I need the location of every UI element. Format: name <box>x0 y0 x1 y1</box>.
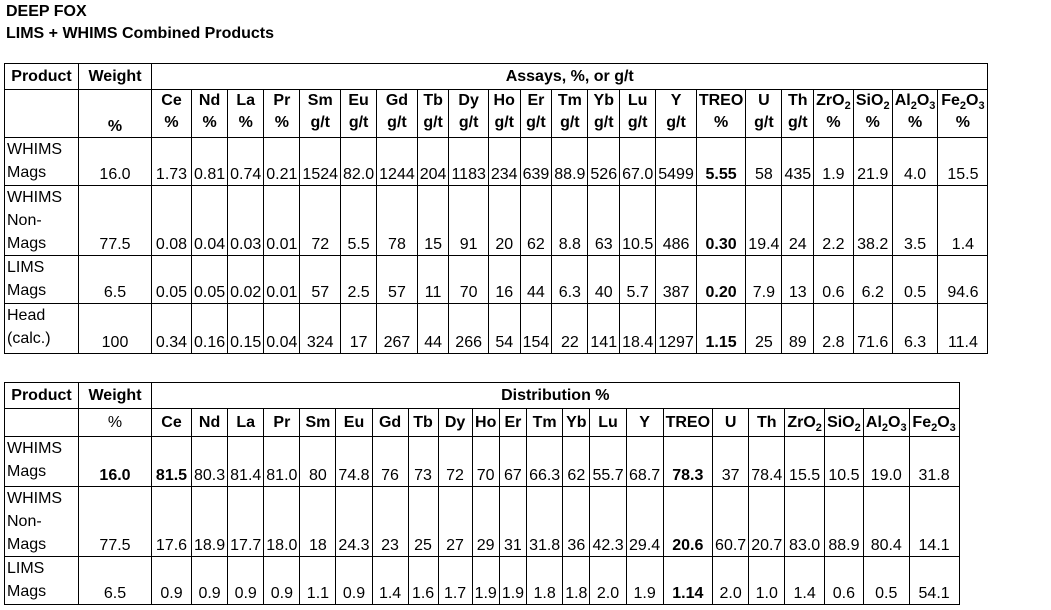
dist-weight-cell: 6.5 <box>79 557 152 605</box>
dist-product-cell: WHIMS Mags <box>5 437 79 487</box>
table-row <box>5 256 988 304</box>
dist-value-cell: 73 <box>408 437 438 487</box>
assays-col-element: Tm <box>557 92 582 109</box>
assays-col-element: Ho <box>493 92 515 109</box>
assays-col-header-la <box>228 90 264 138</box>
dist-col-header-u: U <box>713 409 749 437</box>
assays-weight-cell: 16.0 <box>79 138 152 186</box>
assays-value-cell: 58 <box>746 138 782 186</box>
dist-value-cell: 66.3 <box>527 437 563 487</box>
dist-value-cell: 1.0 <box>749 557 785 605</box>
assays-col-unit: g/t <box>560 114 580 131</box>
dist-value-cell: 74.8 <box>336 437 372 487</box>
dist-value-cell: 54.1 <box>909 557 959 605</box>
dist-value-cell: 17.7 <box>228 487 264 557</box>
dist-value-cell: 0.6 <box>824 557 863 605</box>
assays-weight-cell: 100 <box>79 304 152 354</box>
assays-col-element: Pr <box>273 92 291 109</box>
dist-value-cell: 19.0 <box>863 437 909 487</box>
assays-col-header-eu <box>341 90 377 138</box>
assays-col-unit: g/t <box>754 114 774 131</box>
assays-col-unit: g/t <box>627 114 648 131</box>
assays-col-element: Eu <box>348 92 369 109</box>
dist-value-cell: 18.0 <box>264 487 300 557</box>
assays-product-cell: Head (calc.) <box>5 304 79 354</box>
dist-value-cell: 18 <box>300 487 336 557</box>
assays-value-cell: 67.0 <box>620 138 656 186</box>
assays-value-cell: 141 <box>588 304 620 354</box>
assays-value-cell: 17 <box>341 304 377 354</box>
assays-value-cell: 20 <box>488 186 520 256</box>
dist-value-cell: 83.0 <box>785 487 825 557</box>
dist-value-cell: 10.5 <box>824 437 863 487</box>
assays-value-cell: 0.34 <box>152 304 192 354</box>
dist-value-cell: 37 <box>713 437 749 487</box>
assays-value-cell: 154 <box>520 304 552 354</box>
dist-col-header-ho: Ho <box>472 409 499 437</box>
assays-col-header-gd <box>377 90 418 138</box>
assays-value-cell: 0.05 <box>192 256 228 304</box>
dist-value-cell: 15.5 <box>785 437 825 487</box>
assays-value-cell: 0.81 <box>192 138 228 186</box>
assays-value-cell: 6.3 <box>552 256 588 304</box>
assays-col-element: Yb <box>593 92 614 109</box>
dist-weight-cell: 16.0 <box>79 437 152 487</box>
assays-col-unit: % <box>865 114 880 131</box>
assays-value-cell: 8.8 <box>552 186 588 256</box>
dist-value-cell: 1.7 <box>438 557 472 605</box>
dist-value-cell: 0.5 <box>863 557 909 605</box>
assays-col-header-tb <box>417 90 449 138</box>
assays-col-header-nd <box>192 90 228 138</box>
dist-value-cell: 31.8 <box>909 437 959 487</box>
assays-col-unit: % <box>713 114 729 131</box>
assays-col-header-th <box>782 90 814 138</box>
assays-value-cell: 0.21 <box>264 138 300 186</box>
assays-weight-header: Weight <box>79 64 152 90</box>
dist-weight-unit: % <box>79 409 152 437</box>
assays-value-cell: 0.02 <box>228 256 264 304</box>
assays-value-cell: 6.3 <box>892 304 938 354</box>
dist-value-cell: 67 <box>499 437 526 487</box>
dist-weight-cell: 77.5 <box>79 487 152 557</box>
dist-product-blank <box>5 409 79 437</box>
assays-value-cell: 0.20 <box>696 256 745 304</box>
assays-value-cell: 6.2 <box>853 256 892 304</box>
assays-value-cell: 1.73 <box>152 138 192 186</box>
dist-value-cell: 68.7 <box>626 437 663 487</box>
assays-value-cell: 82.0 <box>341 138 377 186</box>
dist-value-cell: 81.5 <box>152 437 192 487</box>
assays-value-cell: 44 <box>520 256 552 304</box>
dist-value-cell: 17.6 <box>152 487 192 557</box>
assays-value-cell: 5.7 <box>620 256 656 304</box>
assays-value-cell: 44 <box>417 304 449 354</box>
assays-col-header-al2o3 <box>892 90 938 138</box>
assays-product-cell: WHIMS Mags <box>5 138 79 186</box>
dist-value-cell: 24.3 <box>336 487 372 557</box>
dist-col-header-pr: Pr <box>264 409 300 437</box>
assays-value-cell: 0.05 <box>152 256 192 304</box>
assays-col-header-zro2 <box>814 90 854 138</box>
assays-col-header-lu <box>620 90 656 138</box>
assays-value-cell: 324 <box>300 304 341 354</box>
assays-value-cell: 0.74 <box>228 138 264 186</box>
assays-col-header-tm <box>552 90 588 138</box>
assays-col-element: SiO$_2$ <box>855 92 890 113</box>
dist-value-cell: 1.14 <box>663 557 712 605</box>
assays-value-cell: 5499 <box>656 138 697 186</box>
dist-value-cell: 1.4 <box>785 557 825 605</box>
assays-value-cell: 0.01 <box>264 186 300 256</box>
assays-value-cell: 22 <box>552 304 588 354</box>
assays-value-cell: 40 <box>588 256 620 304</box>
dist-value-cell: 1.8 <box>527 557 563 605</box>
dist-value-cell: 20.6 <box>663 487 712 557</box>
dist-value-cell: 70 <box>472 437 499 487</box>
assays-col-unit: g/t <box>788 114 808 131</box>
assays-table <box>4 63 988 354</box>
dist-col-header-al2o3: $Al_2O_3$ <box>863 409 909 437</box>
assays-value-cell: 18.4 <box>620 304 656 354</box>
assays-col-element: Lu <box>627 92 648 109</box>
assays-weight-cell: 77.5 <box>79 186 152 256</box>
assays-value-cell: 24 <box>782 186 814 256</box>
assays-col-header-pr <box>264 90 300 138</box>
dist-col-header-treo: TREO <box>663 409 712 437</box>
table-row <box>5 557 960 605</box>
assays-col-header-sio2 <box>853 90 892 138</box>
assays-value-cell: 15 <box>417 186 449 256</box>
dist-value-cell: 0.9 <box>336 557 372 605</box>
assays-value-cell: 89 <box>782 304 814 354</box>
assays-value-cell: 0.5 <box>892 256 938 304</box>
dist-value-cell: 18.9 <box>192 487 228 557</box>
assays-weight-unit: % <box>79 90 152 138</box>
dist-product-cell: LIMS Mags <box>5 557 79 605</box>
dist-value-cell: 14.1 <box>909 487 959 557</box>
dist-value-cell: 72 <box>438 437 472 487</box>
assays-col-unit: g/t <box>526 114 546 131</box>
assays-col-header-sm <box>300 90 341 138</box>
dist-value-cell: 29 <box>472 487 499 557</box>
assays-value-cell: 1524 <box>300 138 341 186</box>
assays-value-cell: 2.5 <box>341 256 377 304</box>
dist-col-header-tm: Tm <box>527 409 563 437</box>
assays-value-cell: 71.6 <box>853 304 892 354</box>
assays-value-cell: 1.4 <box>938 186 988 256</box>
assays-col-unit: g/t <box>423 114 443 131</box>
dist-value-cell: 81.4 <box>228 437 264 487</box>
dist-value-cell: 1.6 <box>408 557 438 605</box>
table-row <box>5 138 988 186</box>
dist-col-header-lu: Lu <box>590 409 626 437</box>
assays-col-element: $Al_2O_3$ <box>894 92 936 113</box>
assays-value-cell: 0.04 <box>192 186 228 256</box>
dist-value-cell: 78.4 <box>749 437 785 487</box>
dist-value-cell: 42.3 <box>590 487 626 557</box>
assays-product-header: Product <box>5 64 79 90</box>
assays-value-cell: 21.9 <box>853 138 892 186</box>
dist-value-cell: 1.9 <box>472 557 499 605</box>
assays-col-element: Ce <box>161 92 182 109</box>
assays-col-header-dy <box>449 90 488 138</box>
assays-weight-cell: 6.5 <box>79 256 152 304</box>
assays-value-cell: 25 <box>746 304 782 354</box>
assays-value-cell: 266 <box>449 304 488 354</box>
assays-col-unit: % <box>238 114 253 131</box>
assays-value-cell: 57 <box>300 256 341 304</box>
dist-value-cell: 2.0 <box>590 557 626 605</box>
assays-value-cell: 4.0 <box>892 138 938 186</box>
assays-col-element: TREO <box>698 92 744 109</box>
dist-col-header-fe2o3: $Fe_2O_3$ <box>909 409 959 437</box>
assays-col-unit: g/t <box>310 114 330 131</box>
assays-col-unit: g/t <box>494 114 514 131</box>
assays-value-cell: 0.04 <box>264 304 300 354</box>
table-row <box>5 186 988 256</box>
dist-value-cell: 0.9 <box>264 557 300 605</box>
assays-value-cell: 0.03 <box>228 186 264 256</box>
assays-value-cell: 5.5 <box>341 186 377 256</box>
dist-value-cell: 2.0 <box>713 557 749 605</box>
assays-col-element: Gd <box>385 92 409 109</box>
assays-value-cell: 54 <box>488 304 520 354</box>
assays-value-cell: 1183 <box>449 138 488 186</box>
dist-group-header: Distribution % <box>152 383 960 409</box>
assays-col-unit: g/t <box>387 114 407 131</box>
assays-col-unit: % <box>907 114 923 131</box>
assays-group-header: Assays, %, or g/t <box>152 64 988 90</box>
document-title: DEEP FOX <box>6 3 87 20</box>
assays-col-element: Sm <box>307 92 333 109</box>
dist-value-cell: 81.0 <box>264 437 300 487</box>
assays-value-cell: 94.6 <box>938 256 988 304</box>
dist-value-cell: 27 <box>438 487 472 557</box>
assays-value-cell: 5.55 <box>696 138 745 186</box>
assays-col-header-fe2o3 <box>938 90 988 138</box>
assays-col-element: Y <box>670 92 682 109</box>
dist-value-cell: 60.7 <box>713 487 749 557</box>
assays-value-cell: 7.9 <box>746 256 782 304</box>
assays-col-element: Nd <box>198 92 221 109</box>
document-subtitle: LIMS + WHIMS Combined Products <box>6 25 275 42</box>
assays-value-cell: 15.5 <box>938 138 988 186</box>
assays-col-header-treo <box>696 90 745 138</box>
dist-value-cell: 88.9 <box>824 487 863 557</box>
dist-col-header-y: Y <box>626 409 663 437</box>
dist-value-cell: 55.7 <box>590 437 626 487</box>
assays-value-cell: 486 <box>656 186 697 256</box>
dist-value-cell: 62 <box>563 437 590 487</box>
assays-col-element: Th <box>788 92 808 109</box>
assays-value-cell: 63 <box>588 186 620 256</box>
assays-col-element: Er <box>527 92 545 109</box>
dist-value-cell: 0.9 <box>192 557 228 605</box>
dist-value-cell: 1.4 <box>372 557 408 605</box>
dist-col-header-gd: Gd <box>372 409 408 437</box>
assays-value-cell: 91 <box>449 186 488 256</box>
assays-col-unit: % <box>202 114 217 131</box>
dist-col-header-er: Er <box>499 409 526 437</box>
dist-col-header-sm: Sm <box>300 409 336 437</box>
dist-value-cell: 1.9 <box>499 557 526 605</box>
table-row <box>5 437 960 487</box>
assays-col-element: ZrO$_2$ <box>816 92 851 113</box>
dist-value-cell: 1.1 <box>300 557 336 605</box>
dist-col-header-zro2: ZrO$_2$ <box>785 409 825 437</box>
assays-value-cell: 0.08 <box>152 186 192 256</box>
dist-value-cell: 20.7 <box>749 487 785 557</box>
assays-col-unit: % <box>826 114 841 131</box>
dist-value-cell: 76 <box>372 437 408 487</box>
assays-value-cell: 2.2 <box>814 186 854 256</box>
assays-value-cell: 57 <box>377 256 418 304</box>
dist-col-header-la: La <box>228 409 264 437</box>
assays-value-cell: 526 <box>588 138 620 186</box>
assays-col-header-ce <box>152 90 192 138</box>
dist-value-cell: 80 <box>300 437 336 487</box>
assays-value-cell: 1.15 <box>696 304 745 354</box>
dist-value-cell: 36 <box>563 487 590 557</box>
assays-col-unit: % <box>955 114 971 131</box>
assays-col-header-y <box>656 90 697 138</box>
assays-value-cell: 1297 <box>656 304 697 354</box>
assays-value-cell: 387 <box>656 256 697 304</box>
dist-value-cell: 31.8 <box>527 487 563 557</box>
assays-col-element: Dy <box>458 92 479 109</box>
assays-value-cell: 0.16 <box>192 304 228 354</box>
dist-value-cell: 0.9 <box>228 557 264 605</box>
assays-col-unit: g/t <box>666 114 686 131</box>
assays-col-element: U <box>758 92 770 109</box>
assays-col-element: Tb <box>423 92 443 109</box>
dist-product-header: Product <box>5 383 79 409</box>
dist-col-header-dy: Dy <box>438 409 472 437</box>
assays-product-cell: LIMS Mags <box>5 256 79 304</box>
assays-value-cell: 78 <box>377 186 418 256</box>
assays-value-cell: 13 <box>782 256 814 304</box>
assays-value-cell: 16 <box>488 256 520 304</box>
assays-product-cell: WHIMS Non-Mags <box>5 186 79 256</box>
assays-value-cell: 0.15 <box>228 304 264 354</box>
dist-col-header-sio2: SiO$_2$ <box>824 409 863 437</box>
dist-col-header-yb: Yb <box>563 409 590 437</box>
dist-value-cell: 23 <box>372 487 408 557</box>
assays-value-cell: 204 <box>417 138 449 186</box>
assays-value-cell: 267 <box>377 304 418 354</box>
assays-value-cell: 88.9 <box>552 138 588 186</box>
assays-col-unit: % <box>164 114 179 131</box>
assays-value-cell: 1244 <box>377 138 418 186</box>
dist-value-cell: 0.9 <box>152 557 192 605</box>
dist-col-header-ce: Ce <box>152 409 192 437</box>
assays-value-cell: 639 <box>520 138 552 186</box>
dist-value-cell: 1.8 <box>563 557 590 605</box>
assays-value-cell: 0.01 <box>264 256 300 304</box>
dist-value-cell: 31 <box>499 487 526 557</box>
dist-col-header-nd: Nd <box>192 409 228 437</box>
assays-col-header-er <box>520 90 552 138</box>
assays-value-cell: 72 <box>300 186 341 256</box>
assays-col-unit: g/t <box>348 114 369 131</box>
assays-value-cell: 70 <box>449 256 488 304</box>
assays-value-cell: 38.2 <box>853 186 892 256</box>
dist-product-cell: WHIMS Non-Mags <box>5 487 79 557</box>
assays-value-cell: 19.4 <box>746 186 782 256</box>
assays-col-header-yb <box>588 90 620 138</box>
dist-col-header-tb: Tb <box>408 409 438 437</box>
assays-col-element: La <box>236 92 256 109</box>
assays-value-cell: 1.9 <box>814 138 854 186</box>
dist-weight-header: Weight <box>79 383 152 409</box>
assays-col-unit: g/t <box>593 114 614 131</box>
dist-value-cell: 78.3 <box>663 437 712 487</box>
assays-value-cell: 435 <box>782 138 814 186</box>
distribution-table <box>4 382 960 605</box>
assays-value-cell: 2.8 <box>814 304 854 354</box>
dist-col-header-eu: Eu <box>336 409 372 437</box>
dist-value-cell: 80.4 <box>863 487 909 557</box>
table-row <box>5 487 960 557</box>
dist-value-cell: 29.4 <box>626 487 663 557</box>
assays-value-cell: 11 <box>417 256 449 304</box>
assays-value-cell: 11.4 <box>938 304 988 354</box>
assays-value-cell: 234 <box>488 138 520 186</box>
assays-value-cell: 3.5 <box>892 186 938 256</box>
dist-value-cell: 25 <box>408 487 438 557</box>
assays-col-unit: g/t <box>458 114 479 131</box>
assays-col-header-ho <box>488 90 520 138</box>
assays-col-unit: % <box>274 114 289 131</box>
dist-value-cell: 1.9 <box>626 557 663 605</box>
dist-value-cell: 80.3 <box>192 437 228 487</box>
assays-value-cell: 0.30 <box>696 186 745 256</box>
assays-product-blank <box>5 90 79 138</box>
assays-value-cell: 62 <box>520 186 552 256</box>
assays-value-cell: 0.6 <box>814 256 854 304</box>
assays-col-header-u <box>746 90 782 138</box>
assays-col-element: $Fe_2O_3$ <box>941 92 985 113</box>
assays-value-cell: 10.5 <box>620 186 656 256</box>
dist-col-header-th: Th <box>749 409 785 437</box>
table-row <box>5 304 988 354</box>
